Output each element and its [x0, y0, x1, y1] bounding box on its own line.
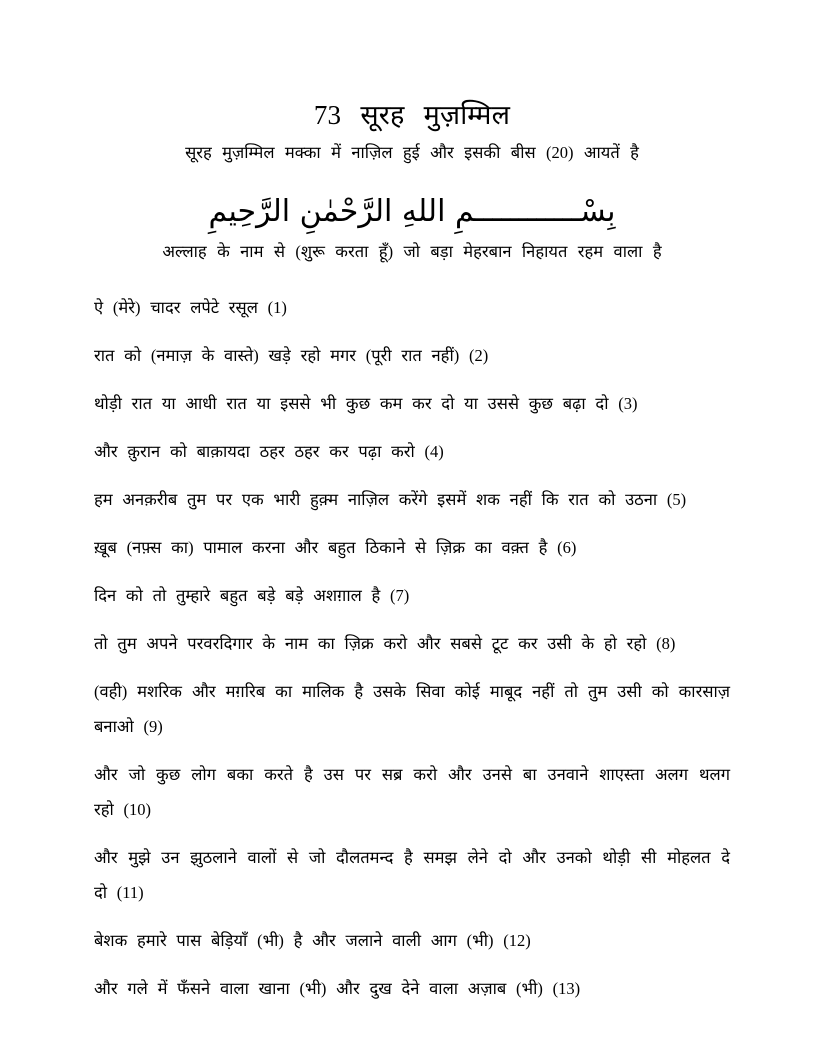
page-title: 73 सूरह मुज़म्मिल	[313, 100, 511, 130]
verse-paragraph: ख़ूब (नफ़्स का) पामाल करना और बहुत ठिकाने से ज़िक्र का वक़्त है (6)	[94, 538, 577, 557]
verse-paragraph: और मुझे उन झुठलाने वालों से जो दौलतमन्द है समझ लेने दो और उनको थोड़ी सी मोहलत दे दो (11)	[94, 848, 730, 902]
verse-paragraph: थोड़ी रात या आधी रात या इससे भी कुछ कम कर दो या उससे कुछ बढ़ा दो (3)	[94, 394, 638, 413]
verse-paragraph: और जो कुछ लोग बका करते है उस पर सब्र करो और उनसे बा उनवाने शाएस्ता अलग थलग रहो (10)	[94, 765, 730, 819]
verse-paragraph: बेशक हमारे पास बेड़ियाँ (भी) है और जलाने वाली आग (भी) (12)	[94, 931, 531, 950]
verse-paragraph: तो तुम अपने परवरदिगार के नाम का ज़िक्र करो और सबसे टूट कर उसी के हो रहो (8)	[94, 634, 676, 653]
bismillah-calligraphy: بِسْــــــــــــمِ اللهِ الرَّحْمٰنِ الرَّحِيمِ	[208, 194, 616, 229]
verse-paragraph: हम अनक़रीब तुम पर एक भारी हुक़्म नाज़िल करेंगे इसमें शक नहीं कि रात को उठना (5)	[94, 490, 687, 509]
verse-paragraph: और गले में फँसने वाला खाना (भी) और दुख देने वाला अज़ाब (भी) (13)	[94, 979, 581, 998]
verse-paragraph: ऐ (मेरे) चादर लपेटे रसूल (1)	[94, 298, 287, 317]
verse-list	[94, 290, 730, 1006]
verse-paragraph: दिन को तो तुम्हारे बहुत बड़े बड़े अशग़ाल है (7)	[94, 586, 410, 605]
verse-paragraph: और क़ुरान को बाक़ायदा ठहर ठहर कर पढ़ा करो (4)	[94, 442, 444, 461]
verse-paragraph: रात को (नमाज़ के वास्ते) खड़े रहो मगर (पूरी रात नहीं) (2)	[94, 346, 489, 365]
page-subtitle: सूरह मुज़म्मिल मक्का में नाज़िल हुई और इसकी बीस (20) आयतें है	[185, 143, 639, 162]
verse-paragraph: (वही) मशरिक और मग़रिब का मालिक है उसके सिवा कोई माबूद नहीं तो तुम उसी को कारसाज़ बनाओ (9)	[94, 682, 730, 736]
bismillah-translation: अल्लाह के नाम से (शुरू करता हूँ) जो बड़ा मेहरबान निहायत रहम वाला है	[162, 242, 662, 261]
